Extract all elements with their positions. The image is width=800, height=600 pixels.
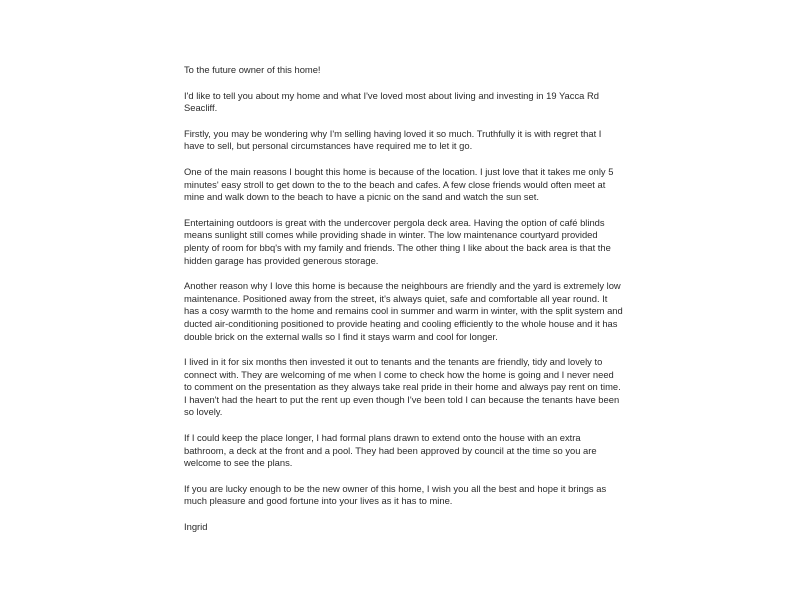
paragraph-address: I'd like to tell you about my home and what I've loved most about living and investing in 19 Yacca Rd Seacliff. [184,89,599,114]
paragraph-outdoors: Entertaining outdoors is great with the undercover pergola deck area. Having the option of café blinds means sunlight still comes while providing shade in winter. The low maintenance courtyard provided plenty of room for bbq's with my family and friends. The other thing I like about the back area is that the hidden garage has provided generous storage. [184,216,611,266]
paragraph-plans: If I could keep the place longer, I had formal plans drawn to extend onto the house with an extra bathroom, a deck at the front and a pool. They had been approved by council at the time so you are welcome to see the plans. [184,432,597,469]
paragraph-neighbours: Another reason why I love this home is because the neighbours are friendly and the yard is extremely low maintenance. Positioned away from the street, it's always quiet, safe and comfortable all year round. It has a cosy warmth to the home and remains cool in summer and warm in winter, with the split system and ducted air-conditioning positioned to provide heating and cooling efficiently to the whole house and it has double brick on the external walls so I find it stays warm and cool for longer. [184,280,623,342]
paragraph-closing: If you are lucky enough to be the new owner of this home, I wish you all the best and hope it brings as much pleasure and good fortune into your lives as it has to mine. [184,482,607,507]
letter-signature: Ingrid [184,521,208,533]
paragraph-location: One of the main reasons I bought this home is because of the location. I just love that it takes me only 5 minutes' easy stroll to get down to the to the beach and cafes. A few close friends would often meet at mine and walk down to the beach to have a picnic on the sand and watch the sun set. [184,165,614,203]
letter-body [184,64,624,547]
letter-greeting: To the future owner of this home! [184,64,321,75]
paragraph-reason-selling: Firstly, you may be wondering why I'm selling having loved it so much. Truthfully it is with regret that I have to sell, but personal circumstances have required me to let it go. [184,127,602,152]
paragraph-tenants: I lived in it for six months then invested it out to tenants and the tenants are friendly, tidy and lovely to connect with. They are welcoming of me when I come to check how the home is going and I never need to comment on the presentation as they always take real pride in their home and always pay rent on time. I haven't had the heart to put the rent up even though I've been told I can because the tenants have been so lovely. [184,356,621,418]
